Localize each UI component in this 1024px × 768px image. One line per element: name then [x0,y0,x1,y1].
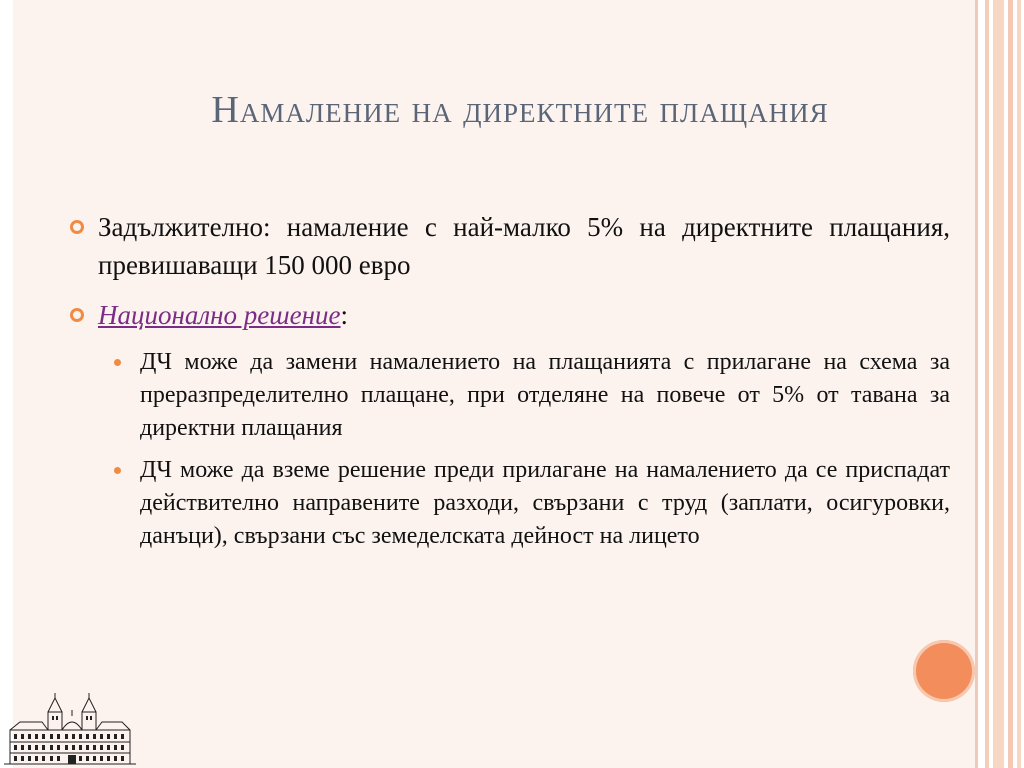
ring-bullet-icon [70,308,84,322]
sub-bullet-text: ДЧ може да вземе решение преди прилагане на намалението да се приспадат действително направените разходи, свързани с труд (заплати, осигуровки, данъци), свързани със земеделската дейност на лицето [140,457,950,549]
slide-content [70,208,950,562]
sub-bullet-item [70,454,950,553]
sub-bullet-item [70,346,950,445]
sub-bullet-text: ДЧ може да замени намалението на плащанията с прилагане на схема за преразпределително плащане, при отделяне на повече от 5% от тавана за директни плащания [140,349,950,441]
ring-bullet-icon [70,220,84,234]
decor-stripe [1017,0,1021,768]
slide-title: Намаление на директните плащания [211,89,829,131]
bullet-text: Задължително: намаление с най-малко 5% на директните плащания, превишаващи 150 000 евро [98,212,950,280]
dot-bullet-icon [114,359,121,366]
decor-stripe [993,0,1004,768]
decor-circle [913,640,975,702]
bullet-suffix: : [340,300,349,330]
decor-stripe [985,0,989,768]
bullet-item [70,296,950,334]
panel-border [975,0,978,768]
bullet-item [70,208,950,284]
building-logo-icon [2,692,138,766]
dot-bullet-icon [114,467,121,474]
decor-stripe [1008,0,1013,768]
national-decision-link[interactable]: Национално решение [98,300,341,330]
